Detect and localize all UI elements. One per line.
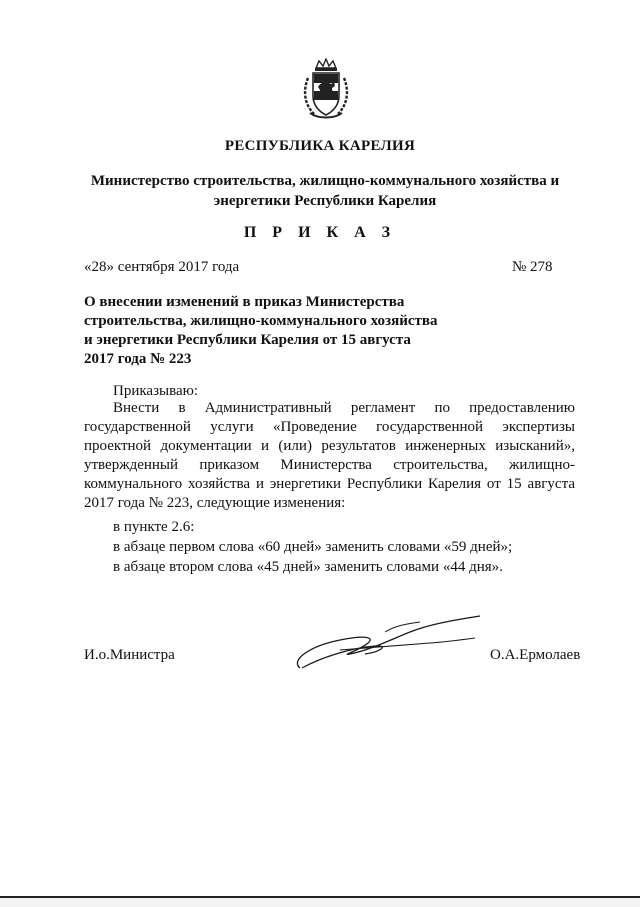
signer-name: О.А.Ермолаев bbox=[490, 647, 581, 663]
republic-title: РЕСПУБЛИКА КАРЕЛИЯ bbox=[224, 138, 416, 154]
order-directive-word: Приказываю: bbox=[113, 383, 198, 399]
change-item-first-paragraph: в абзаце первом слова «60 дней» заменить словами «59 дней»; bbox=[113, 539, 513, 555]
order-subject: О внесении изменений в приказ Министерства строительства, жилищно-коммунального хозяйства и энергетики Республики Карелия от 15 августа 2017 года № 223 bbox=[84, 294, 438, 367]
document-type-heading: П Р И К А З bbox=[243, 224, 397, 241]
change-item-second-paragraph: в абзаце втором слова «45 дней» заменить словами «44 дня». bbox=[113, 559, 503, 575]
order-number: № 278 bbox=[512, 259, 553, 275]
change-item-clause: в пункте 2.6: bbox=[113, 519, 195, 535]
signer-position: И.о.Министра bbox=[84, 647, 175, 663]
scan-bottom-edge bbox=[0, 896, 640, 907]
order-date: «28» сентября 2017 года bbox=[84, 259, 240, 275]
order-main-paragraph: Внести в Административный регламент по предоставлению государственной услуги «Проведение государственной экспертизы проектной документации и (или) результатов инженерных изысканий», утвержденный приказом Министерства строительства, жилищно-коммунального хозяйства и энергетики Республики Карелия от 15 августа 2017 года № 223, следующие изменения: bbox=[84, 400, 575, 511]
ministry-name: Министерство строительства, жилищно-коммунального хозяйства и энергетики Республики Карелия bbox=[90, 173, 560, 209]
coat-of-arms-emblem bbox=[300, 58, 352, 120]
handwritten-signature bbox=[280, 610, 490, 680]
